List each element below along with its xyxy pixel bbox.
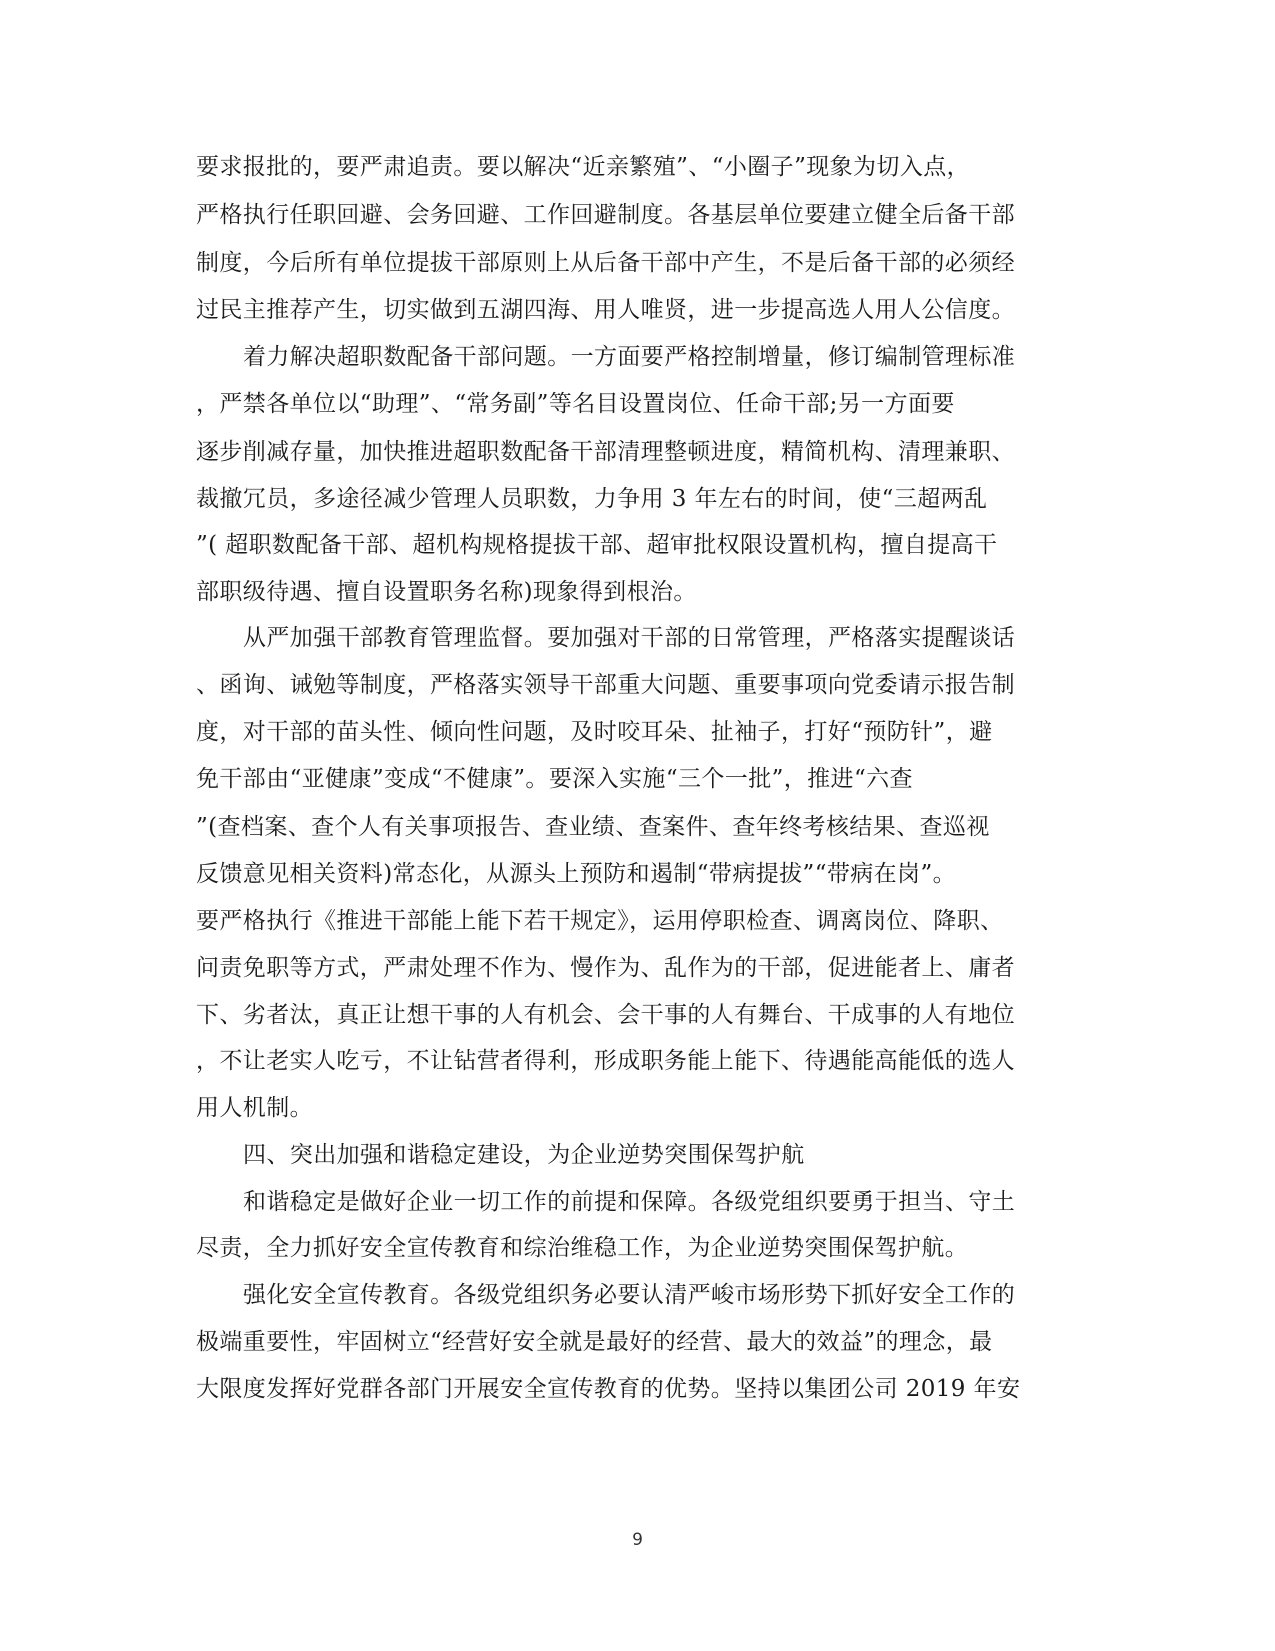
text-line: 、函询、诫勉等制度，严格落实领导干部重大问题、重要事项向党委请示报告制 — [196, 672, 1015, 698]
text-line: 裁撤冗员，多途径减少管理人员职数，力争用 3 年左右的时间，使“三超两乱 — [196, 486, 988, 512]
text-line: 尽责，全力抓好安全宣传教育和综治维稳工作，为企业逆势突围保驾护航。 — [196, 1235, 969, 1261]
text-line: 用人机制。 — [196, 1095, 313, 1121]
text-line: ”(查档案、查个人有关事项报告、查业绩、查案件、查年终考核结果、查巡视 — [196, 814, 990, 840]
paragraph-first-line: 和谐稳定是做好企业一切工作的前提和保障。各级党组织要勇于担当、守土 — [243, 1189, 1016, 1215]
text-line: 严格执行任职回避、会务回避、工作回避制度。各基层单位要建立健全后备干部 — [196, 202, 1015, 228]
text-line: 部职级待遇、擅自设置职务名称)现象得到根治。 — [196, 579, 697, 605]
paragraph-first-line: 着力解决超职数配备干部问题。一方面要严格控制增量，修订编制管理标准 — [243, 344, 1016, 370]
text-line: 逐步削减存量，加快推进超职数配备干部清理整顿进度，精简机构、清理兼职、 — [196, 439, 1015, 465]
section-heading: 四、突出加强和谐稳定建设，为企业逆势突围保驾护航 — [243, 1142, 805, 1168]
text-line: 要严格执行《推进干部能上能下若干规定》，运用停职检查、调离岗位、降职、 — [196, 908, 1004, 934]
text-line: ”( 超职数配备干部、超机构规格提拔干部、超审批权限设置机构，擅自提高干 — [196, 532, 998, 558]
text-line: 极端重要性，牢固树立“经营好安全就是最好的经营、最大的效益”的理念，最 — [196, 1329, 993, 1355]
text-line: 反馈意见相关资料)常态化，从源头上预防和遏制“带病提拔”“带病在岗”。 — [196, 861, 957, 887]
text-line: 制度，今后所有单位提拔干部原则上从后备干部中产生，不是后备干部的必须经 — [196, 250, 1015, 276]
text-line: 过民主推荐产生，切实做到五湖四海、用人唯贤，进一步提高选人用人公信度。 — [196, 297, 1015, 323]
text-line: 大限度发挥好党群各部门开展安全宣传教育的优势。坚持以集团公司 2019 年安 — [196, 1376, 1021, 1402]
paragraph-first-line: 从严加强干部教育管理监督。要加强对干部的日常管理，严格落实提醒谈话 — [243, 625, 1016, 651]
text-line: ，不让老实人吃亏，不让钻营者得利，形成职务能上能下、待遇能高能低的选人 — [196, 1048, 1015, 1074]
paragraph-first-line: 强化安全宣传教育。各级党组织务必要认清严峻市场形势下抓好安全工作的 — [243, 1282, 1016, 1308]
text-line: 要求报批的，要严肃追责。要以解决“近亲繁殖”、“小圈子”现象为切入点， — [196, 154, 971, 180]
text-line: ，严禁各单位以“助理”、“常务副”等名目设置岗位、任命干部;另一方面要 — [196, 391, 955, 417]
text-line: 免干部由“亚健康”变成“不健康”。要深入实施“三个一批”，推进“六查 — [196, 766, 913, 792]
page-number: 9 — [632, 1530, 643, 1550]
text-line: 问责免职等方式，严肃处理不作为、慢作为、乱作为的干部，促进能者上、庸者 — [196, 955, 1015, 981]
text-line: 度，对干部的苗头性、倾向性问题，及时咬耳朵、扯袖子，打好“预防针”，避 — [196, 719, 993, 745]
text-line: 下、劣者汰，真正让想干事的人有机会、会干事的人有舞台、干成事的人有地位 — [196, 1002, 1015, 1028]
